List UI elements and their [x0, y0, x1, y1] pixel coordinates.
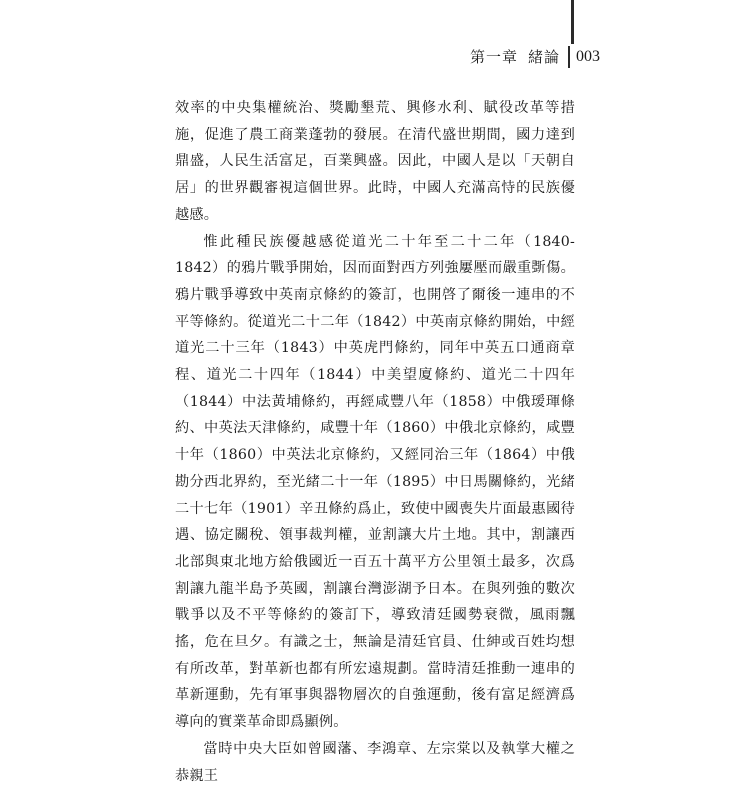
- top-vertical-rule: [571, 0, 574, 44]
- paragraph-1: 效率的中央集權統治、獎勵墾荒、興修水利、賦役改革等措施，促進了農工商業蓬勃的發展。在清代盛世期間，國力達到鼎盛，人民生活富足，百業興盛。因此，中國人是以「天朝自居」的世界觀審視這個世界。此時，中國人充滿高恃的民族優越感。: [175, 100, 575, 223]
- body-text: [175, 95, 575, 789]
- header-divider: [568, 46, 570, 68]
- section-label: 緒論: [527, 48, 560, 66]
- page-number: 003: [576, 48, 600, 65]
- paragraph-2: 惟此種民族優越感從道光二十年至二十二年（1840-1842）的鴉片戰爭開始，因而面對西方列強屢壓而嚴重斲傷。鴉片戰爭導致中英南京條約的簽訂，也開啓了爾後一連串的不平等條約。從道光二十二年（1842）中英南京條約開始，中經道光二十三年（1843）中英虎門條約，同年中英五口通商章程、道光二十四年（1844）中美望廈條約、道光二十四年（1844）中法黃埔條約，再經咸豐八年（1858）中俄瑷琿條約、中英法天津條約，咸豐十年（1860）中俄北京條約，咸豐十年（1860）中英法北京條約，又經同治三年（1864）中俄勘分西北界約，至光緒二十一年（1895）中日馬關條約，光緒二十七年（1901）辛丑條約爲止，致使中國喪失片面最惠國待遇、協定關稅、領事裁判權，並割讓大片土地。其中，割讓西北部與東北地方給俄國近一百五十萬平方公里領土最多，次爲割讓九龍半島予英國，割讓台灣澎湖予日本。在與列強的數次戰爭以及不平等條約的簽訂下，導致清廷國勢衰微，風雨飄搖，危在旦夕。有識之士，無論是清廷官員、仕紳或百姓均想有所改革，對革新也都有所宏遠規劃。當時清廷推動一連串的革新運動，先有軍事與器物層次的自強運動，後有富足經濟爲導向的實業革命即爲顯例。: [175, 233, 575, 731]
- paragraph-3: 當時中央大臣如曾國藩、李鴻章、左宗棠以及執掌大權之恭親王: [175, 740, 575, 784]
- running-header: [470, 46, 600, 68]
- chapter-label: 第一章: [469, 48, 518, 66]
